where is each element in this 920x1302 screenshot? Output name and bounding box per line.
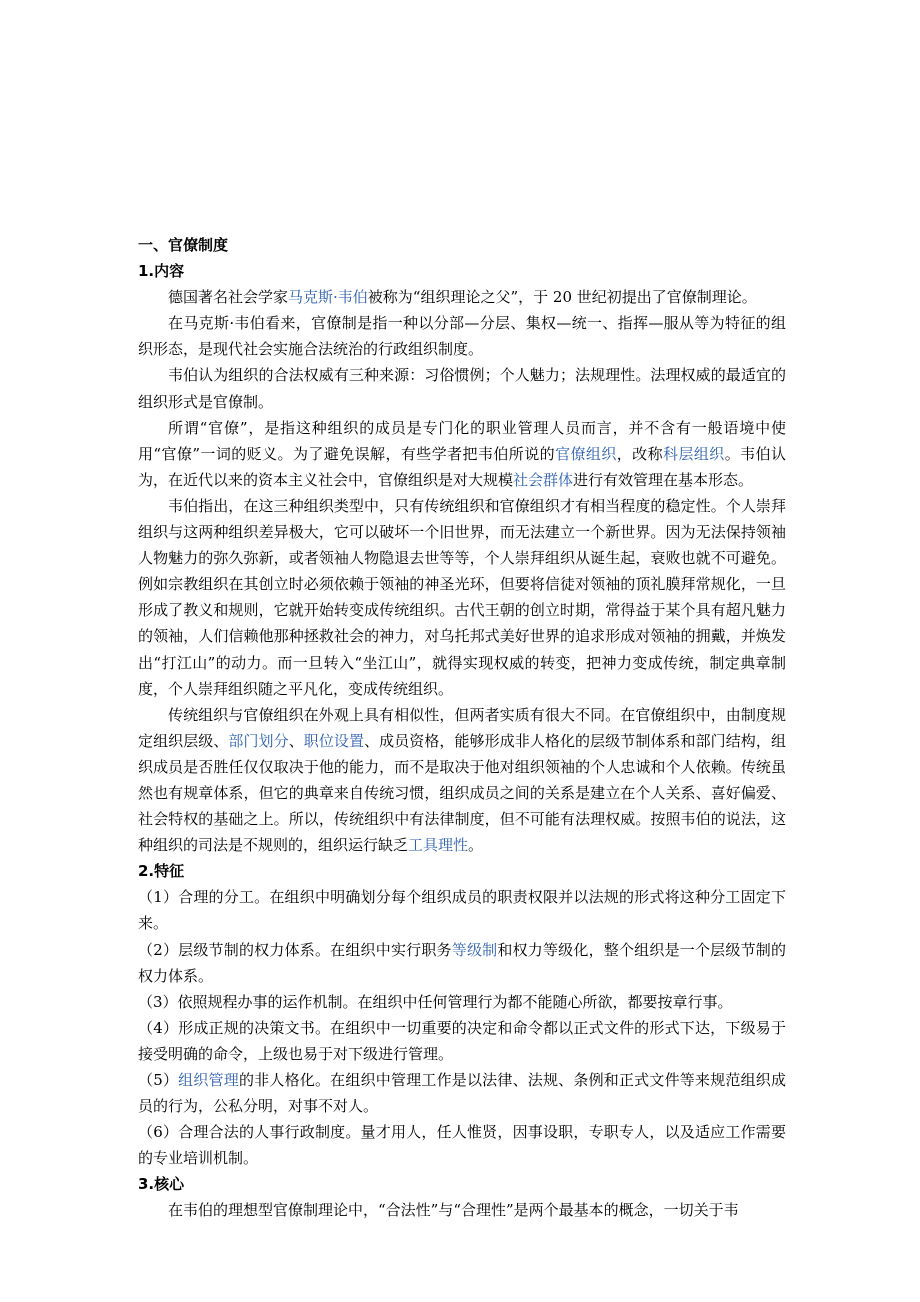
link-hierarchical-organization[interactable]: 科层组织 <box>663 444 725 463</box>
subsection-title-content: 1.内容 <box>138 262 185 281</box>
paragraph-4 <box>138 415 786 493</box>
paragraph-text: 、成员资格，能够形成非人格化的层级节制体系和部门结构，组织成员是否胜任仅仅取决于他的能力，而不是取决于他对组织领袖的个人忠诚和个人依赖。传统虽然也有规章体系，但它的典章来自传统习惯，组织成员之间的关系是建立在个人关系、喜好偏爱、社会特权的基础之上。所以，传统组织中有法律制度，但不可能有法理权威。按照韦伯的说法，这种组织的司法是不规则的，组织运行缺乏 <box>138 731 786 855</box>
link-instrumental-rationality[interactable]: 工具理性 <box>408 836 469 855</box>
paragraph-text: 、 <box>288 731 304 750</box>
subsection-title-features: 2.特征 <box>138 862 185 881</box>
feature-item-3: （3）依照规程办事的运作机制。在组织中任何管理行为都不能随心所欲，都要按章行事。 <box>138 992 733 1011</box>
item-text: （2）层级节制的权力体系。在组织中实行职务 <box>138 940 452 959</box>
paragraph-text: 被称为“组织理论之父”，于 20 世纪初提出了官僚制理论。 <box>367 288 757 307</box>
item-text: 的非人格化。在组织中管理工作是以法律、法规、条例和正式文件等来规范组织成员的行为，公私分明，对事不对人。 <box>138 1071 786 1116</box>
paragraph-2: 在马克斯·韦伯看来，官僚制是指一种以分部—分层、集权—统一、指挥—服从等为特征的组织形态，是现代社会实施合法统治的行政组织制度。 <box>138 314 786 359</box>
link-max-weber[interactable]: 马克斯·韦伯 <box>288 288 368 307</box>
item-text: 和权力等级化，整个组织是一个层级节制的权力体系。 <box>138 940 786 985</box>
link-position-setup[interactable]: 职位设置 <box>303 731 365 750</box>
section-title: 一、官僚制度 <box>138 236 229 254</box>
paragraph-3: 韦伯认为组织的合法权威有三种来源：习俗惯例；个人魅力；法规理性。法理权威的最适宜的组织形式是官僚制。 <box>138 366 786 411</box>
paragraph-7: 在韦伯的理想型官僚制理论中，“合法性”与“合理性”是两个最基本的概念，一切关于韦 <box>168 1201 739 1220</box>
link-rank-system[interactable]: 等级制 <box>451 940 498 959</box>
paragraph-text: 所谓“官僚”，是指这种组织的成员是专门化的职业管理人员而言，并不含有一般语境中使用“官僚”一词的贬义。为了避免误解，有些学者把韦伯所说的 <box>138 418 786 463</box>
paragraph-text: 。 <box>468 836 484 855</box>
paragraph-6 <box>138 702 786 859</box>
link-organization-management[interactable]: 组织管理 <box>178 1071 239 1089</box>
link-bureaucratic-organization[interactable]: 官僚组织 <box>555 444 617 463</box>
feature-item-4: （4）形成正规的决策文书。在组织中一切重要的决定和命令都以正式文件的形式下达，下级易于接受明确的命令，上级也易于对下级进行管理。 <box>138 1018 786 1063</box>
link-department-division[interactable]: 部门划分 <box>228 731 289 750</box>
link-social-group[interactable]: 社会群体 <box>513 470 574 489</box>
feature-item-5 <box>138 1067 786 1119</box>
paragraph-text: 。韦伯认为，在近代以来的资本主义社会中，官僚组织是对大规模 <box>138 444 786 489</box>
paragraph-text: 传统组织与官僚组织在外观上具有相似性，但两者实质有很大不同。在官僚组织中，由制度规定组织层级、 <box>138 705 786 750</box>
item-text: （5） <box>138 1071 179 1089</box>
paragraph-text: 德国著名社会学家 <box>168 288 289 307</box>
document-body <box>138 232 786 1224</box>
feature-item-1: （1）合理的分工。在组织中明确划分每个组织成员的职责权限并以法规的形式将这种分工固定下来。 <box>138 888 786 933</box>
paragraph-1 <box>138 284 786 310</box>
subsection-title-core: 3.核心 <box>138 1175 185 1194</box>
paragraph-text: ，改称 <box>616 444 664 463</box>
feature-item-6: （6）合理合法的人事行政制度。量才用人，任人惟贤，因事设职，专职专人，以及适应工作需要的专业培训机制。 <box>138 1123 786 1168</box>
paragraph-5: 韦伯指出，在这三种组织类型中，只有传统组织和官僚组织才有相当程度的稳定性。个人崇拜组织与这两种组织差异极大，它可以破坏一个旧世界，而无法建立一个新世界。因为无法保持领袖人物魅力的弥久弥新，或者领袖人物隐退去世等等，个人崇拜组织从诞生起，衰败也就不可避免。例如宗教组织在其创立时必须依赖于领袖的神圣光环，但要将信徒对领袖的顶礼膜拜常规化，一旦形成了教义和规则，它就开始转变成传统组织。古代王朝的创立时期，常得益于某个具有超凡魅力的领袖，人们信赖他那种拯救社会的神力，对乌托邦式美好世界的追求形成对领袖的拥戴，并焕发出“打江山”的动力。而一旦转入“坐江山”，就得实现权威的转变，把神力变成传统，制定典章制度，个人崇拜组织随之平凡化，变成传统组织。 <box>138 496 786 698</box>
paragraph-text: 进行有效管理在基本形态。 <box>573 470 754 489</box>
feature-item-2 <box>138 937 786 989</box>
